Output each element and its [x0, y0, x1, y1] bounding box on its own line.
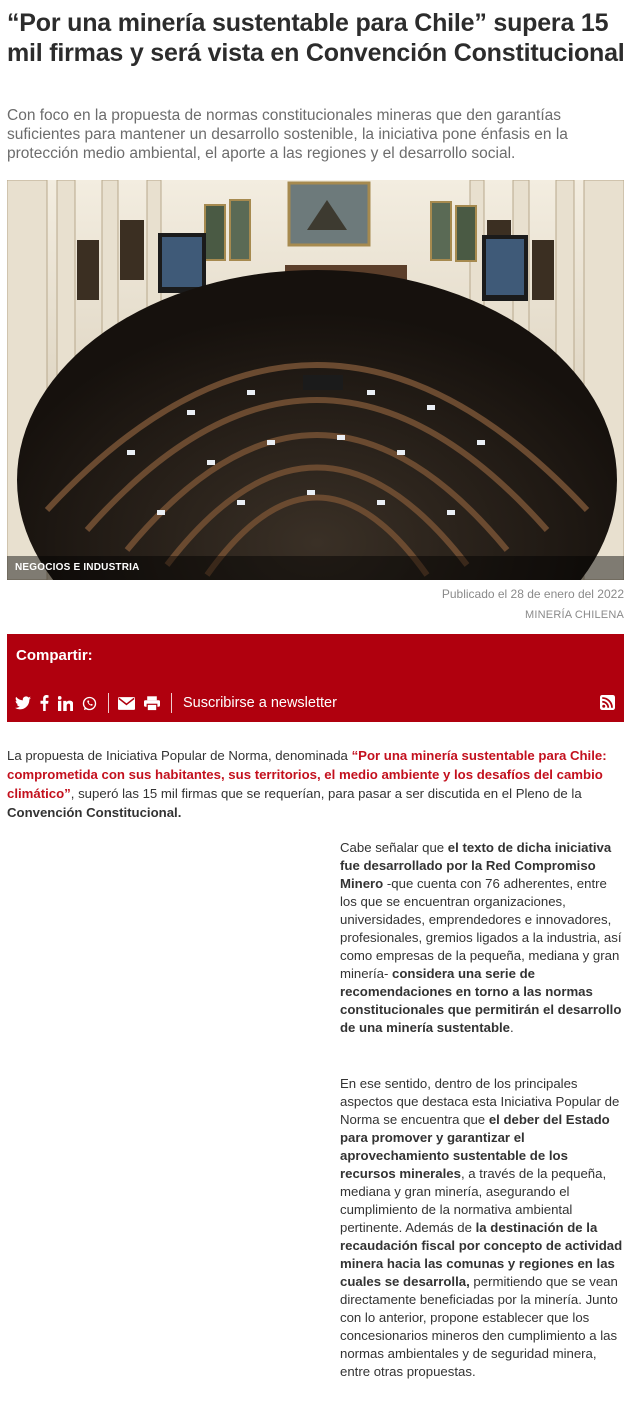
- body-text: permitiendo que se vean directamente beneficiadas por la minería. Junto con lo anterior, propone establecer que los concesionarios mineros den cumplimiento a las normas ambientales y de seguridad minera, entre otras propuestas.: [340, 1274, 618, 1379]
- body-bold-text: el texto de dicha iniciativa fue desarrollado por la Red Compromiso Minero: [340, 840, 612, 891]
- body-paragraph-1: [340, 839, 626, 1037]
- body-text: .: [510, 1020, 514, 1035]
- body-bold-text: la destinación de la recaudación fiscal por concepto de actividad minera hacia las comunas y regiones en las cuales se desarrolla,: [340, 1220, 623, 1289]
- convention-name: Convención Constitucional.: [7, 805, 182, 820]
- hero-image[interactable]: [7, 180, 624, 580]
- intro-text: , superó las 15 mil firmas que se requerían, para pasar a ser discutida en el Pleno de la: [70, 786, 582, 801]
- source-label[interactable]: MINERÍA CHILENA: [525, 609, 624, 621]
- body-text: Cabe señalar que: [340, 840, 448, 855]
- body-text: En ese sentido, dentro de los principales aspectos que destaca esta Iniciativa Popular de Norma se encuentra que: [340, 1076, 620, 1127]
- newsletter-link[interactable]: Suscribirse a newsletter: [183, 695, 337, 711]
- initiative-name-highlight: “Por una minería sustentable para Chile: comprometida con sus habitantes, sus territorios, el medio ambiente y los desafíos del cambio climático”: [7, 748, 607, 801]
- share-separator: [108, 693, 109, 713]
- body-bold-text: considera una serie de recomendaciones en torno a las normas constitucionales que permitirán el desarrollo de una minería sustentable: [340, 966, 622, 1035]
- publish-date: Publicado el 28 de enero del 2022: [441, 587, 624, 601]
- article-headline: “Por una minería sustentable para Chile” supera 15 mil firmas y será vista en Convención Constitucional: [7, 9, 625, 67]
- email-icon[interactable]: [118, 693, 135, 713]
- parliament-chamber-photo: [7, 180, 624, 580]
- body-bold-text: el deber del Estado para promover y garantizar el aprovechamiento sustentable de los recursos minerales: [340, 1112, 610, 1181]
- share-title: Compartir:: [16, 647, 93, 664]
- print-icon[interactable]: [144, 693, 160, 713]
- share-bar: [7, 634, 624, 722]
- share-icons: [15, 693, 337, 713]
- twitter-icon[interactable]: [15, 693, 31, 713]
- facebook-icon[interactable]: [40, 693, 49, 713]
- linkedin-icon[interactable]: [58, 693, 73, 713]
- intro-paragraph: [7, 746, 625, 822]
- image-category-label[interactable]: NEGOCIOS E INDUSTRIA: [7, 556, 624, 580]
- article-lead: Con foco en la propuesta de normas constitucionales mineras que den garantías suficientes para mantener un desarrollo sostenible, la iniciativa pone énfasis en la protección medio ambiental, el aporte a las regiones y el desarrollo social.: [7, 107, 568, 162]
- body-paragraph-2: [340, 1075, 626, 1381]
- share-separator: [171, 693, 172, 713]
- rss-icon[interactable]: [600, 695, 615, 715]
- body-text: -que cuenta con 76 adherentes, entre los que se encuentran organizaciones, universidades, emprendedores e innovadores, profesionales, gremios ligados a la industria, así como empresas de la pequeña, mediana y gran minería-: [340, 876, 622, 981]
- whatsapp-icon[interactable]: [82, 693, 97, 713]
- intro-text: La propuesta de Iniciativa Popular de Norma, denominada: [7, 748, 352, 763]
- body-text: , a través de la pequeña, mediana y gran minería, asegurando el cumplimiento de la normativa ambiental pertinente. Además de: [340, 1166, 607, 1235]
